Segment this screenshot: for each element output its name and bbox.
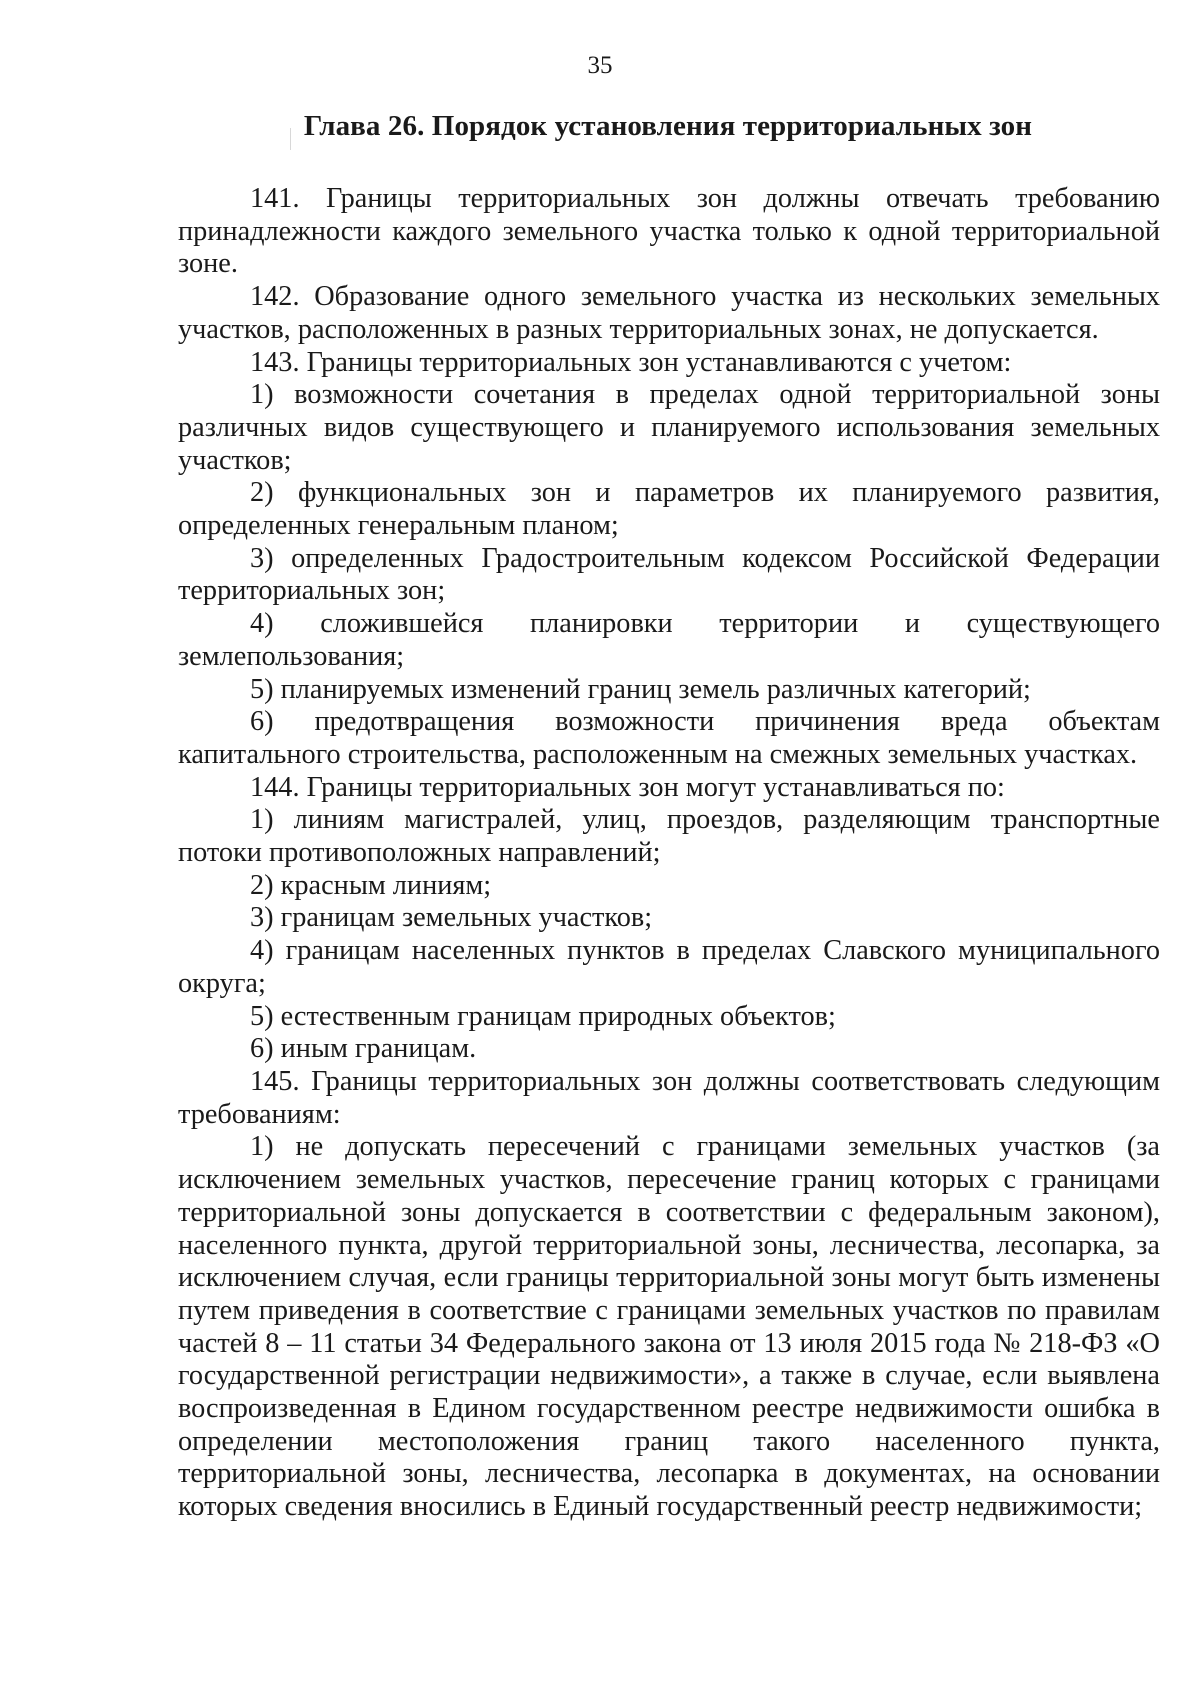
paragraph-145: 145. Границы территориальных зон должны соответствовать следующим требованиям: <box>178 1065 1160 1130</box>
paragraph-143: 143. Границы территориальных зон устанавливаются с учетом: <box>250 346 1012 378</box>
paragraph-142: 142. Образование одного земельного участка из нескольких земельных участков, расположенных в разных территориальных зонах, не допускается. <box>178 281 1160 345</box>
list-item-144-4: 4) границам населенных пунктов в пределах Славского муниципального округа; <box>178 935 1160 999</box>
page-number: 35 <box>587 52 613 79</box>
paragraph-144: 144. Границы территориальных зон могут устанавливаться по: <box>250 771 1005 803</box>
list-item-143-4: 4) сложившейся планировки территории и существующего землепользования; <box>178 608 1160 672</box>
list-item-143-3: 3) определенных Градостроительным кодексом Российской Федерации территориальных зон; <box>178 542 1160 607</box>
list-item-144-3: 3) границам земельных участков; <box>250 902 653 934</box>
list-item-145-1: 1) не допускать пересечений с границами земельных участков (за исключением земельных участков, пересечение границ которых с границами территориальной зоны допускается в соответствии с федеральным законом), населенного пункта, другой территориальной зоны, лесничества, лесопарка, за исключением случая, если границы территориальной зоны могут быть изменены путем приведения в соответствие с границами земельных участков по правилам частей 8 – 11 статьи 34 Федерального закона от 13 июля 2015 года № 218-ФЗ «О государственной регистрации недвижимости», а также в случае, если выявлена воспроизведенная в Едином государственном реестре недвижимости ошибка в определении местоположения границ такого населенного пункта, территориальной зоны, лесничества, лесопарка в документах, на основании которых сведения вносились в Единый государственный реестр недвижимости; <box>178 1131 1160 1523</box>
list-item-144-1: 1) линиям магистралей, улиц, проездов, разделяющим транспортные потоки противоположных направлений; <box>178 804 1160 869</box>
list-item-144-5: 5) естественным границам природных объектов; <box>250 1000 836 1032</box>
list-item-143-6: 6) предотвращения возможности причинения вреда объектам капитального строительства, расположенным на смежных земельных участках. <box>178 706 1160 770</box>
list-item-143-5: 5) планируемых изменений границ земель различных категорий; <box>250 673 1031 705</box>
list-item-144-2: 2) красным линиям; <box>250 869 492 901</box>
document-body <box>178 183 1160 1524</box>
list-item-143-1: 1) возможности сочетания в пределах одной территориальной зоны различных видов существующего и планируемого использования земельных участков; <box>178 379 1160 476</box>
list-item-143-2: 2) функциональных зон и параметров их планируемого развития, определенных генеральным планом; <box>178 477 1160 542</box>
chapter-title: Глава 26. Порядок установления территориальных зон <box>303 110 1033 142</box>
paragraph-141: 141. Границы территориальных зон должны отвечать требованию принадлежности каждого земельного участка только к одной территориальной зоне. <box>178 183 1161 280</box>
list-item-144-6: 6) иным границам. <box>250 1033 477 1065</box>
